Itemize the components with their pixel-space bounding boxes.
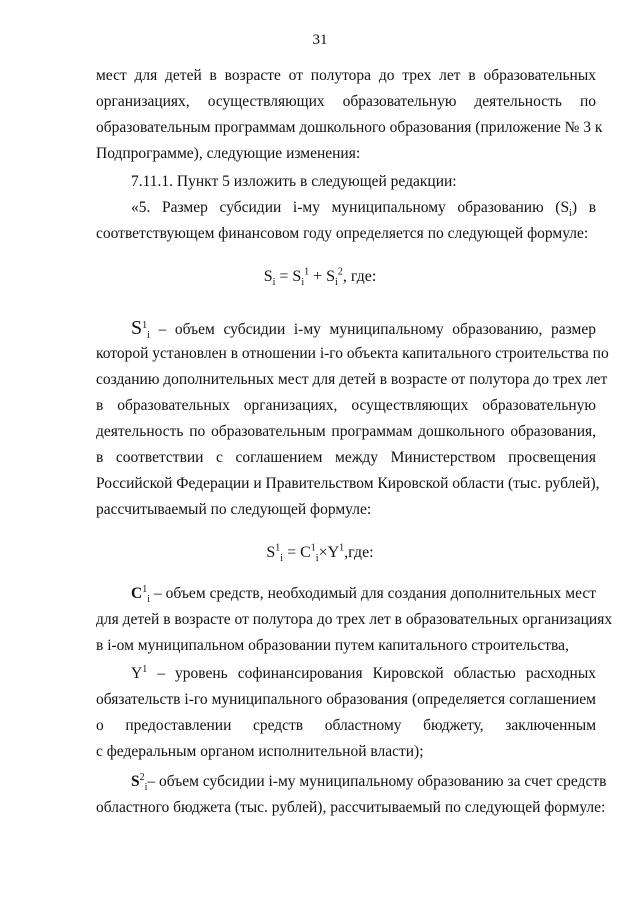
paragraph-line: образовательным программам дошкольного образования (приложение № 3 к bbox=[96, 119, 603, 136]
paragraph-line: организациях, осуществляющих образовательную деятельность по bbox=[96, 93, 596, 110]
paragraph-line: Российской Федерации и Правительством Кировской области (тыс. рублей), bbox=[96, 475, 600, 492]
paragraph-line: рассчитываемый по следующей формуле: bbox=[96, 501, 372, 518]
paragraph-line: Подпрограмме), следующие изменения: bbox=[96, 145, 361, 162]
definition-y1: $Y^1$ – уровень софинансирования Кировской областью расходных bbox=[131, 663, 596, 682]
paragraph-line: деятельность по образовательным программам дошкольного образования, bbox=[96, 423, 596, 440]
paragraph-line: созданию дополнительных мест для детей в возрасте от полутора до трех лет bbox=[96, 371, 608, 388]
formula-s1: $S^1_i = C^1_i\times Y^1,где$: bbox=[266, 542, 374, 565]
paragraph-line: о предоставлении средств областному бюджету, заключенным bbox=[96, 717, 596, 734]
paragraph-line: мест для детей в возрасте от полутора до трех лет в образовательных bbox=[96, 67, 596, 84]
paragraph-line: обязательств i-го муниципального образования (определяется соглашением bbox=[96, 691, 596, 708]
page-number: 31 bbox=[312, 32, 328, 48]
definition-c1: $C^1_i$ – объем средств, необходимый для создания дополнительных мест bbox=[131, 583, 596, 606]
formula-si: $S_i = S_i^1 + S_i^2$, где: bbox=[263, 266, 377, 289]
paragraph-line: в образовательных организациях, осуществляющих образовательную bbox=[96, 397, 596, 414]
definition-s2: $S^2_i-$ объем субсидии i-му муниципальному образованию за счет средств bbox=[131, 771, 607, 794]
paragraph-line: 7.11.1. Пункт 5 изложить в следующей редакции: bbox=[131, 173, 457, 190]
paragraph-line: в соответствии с соглашением между Министерством просвещения bbox=[96, 449, 596, 466]
paragraph-line: для детей в возрасте от полутора до трех лет в образовательных организациях bbox=[96, 611, 613, 628]
definition-s1: $S^1_i$ – объем субсидии i-му муниципальному образованию, размер bbox=[131, 317, 596, 342]
paragraph-line: с федеральным органом исполнительной власти); bbox=[96, 743, 424, 760]
paragraph-line: «5. Размер субсидии i-му муниципальному образованию $(S_i)$ в bbox=[131, 199, 597, 220]
paragraph-line: которой установлен в отношении i-го объекта капитального строительства по bbox=[96, 345, 609, 362]
paragraph-line: соответствующем финансовом году определяется по следующей формуле: bbox=[96, 225, 589, 242]
paragraph-line: в i-ом муниципальном образовании путем капитального строительства, bbox=[96, 637, 569, 654]
paragraph-line: областного бюджета (тыс. рублей), рассчитываемый по следующей формуле: bbox=[96, 799, 606, 816]
